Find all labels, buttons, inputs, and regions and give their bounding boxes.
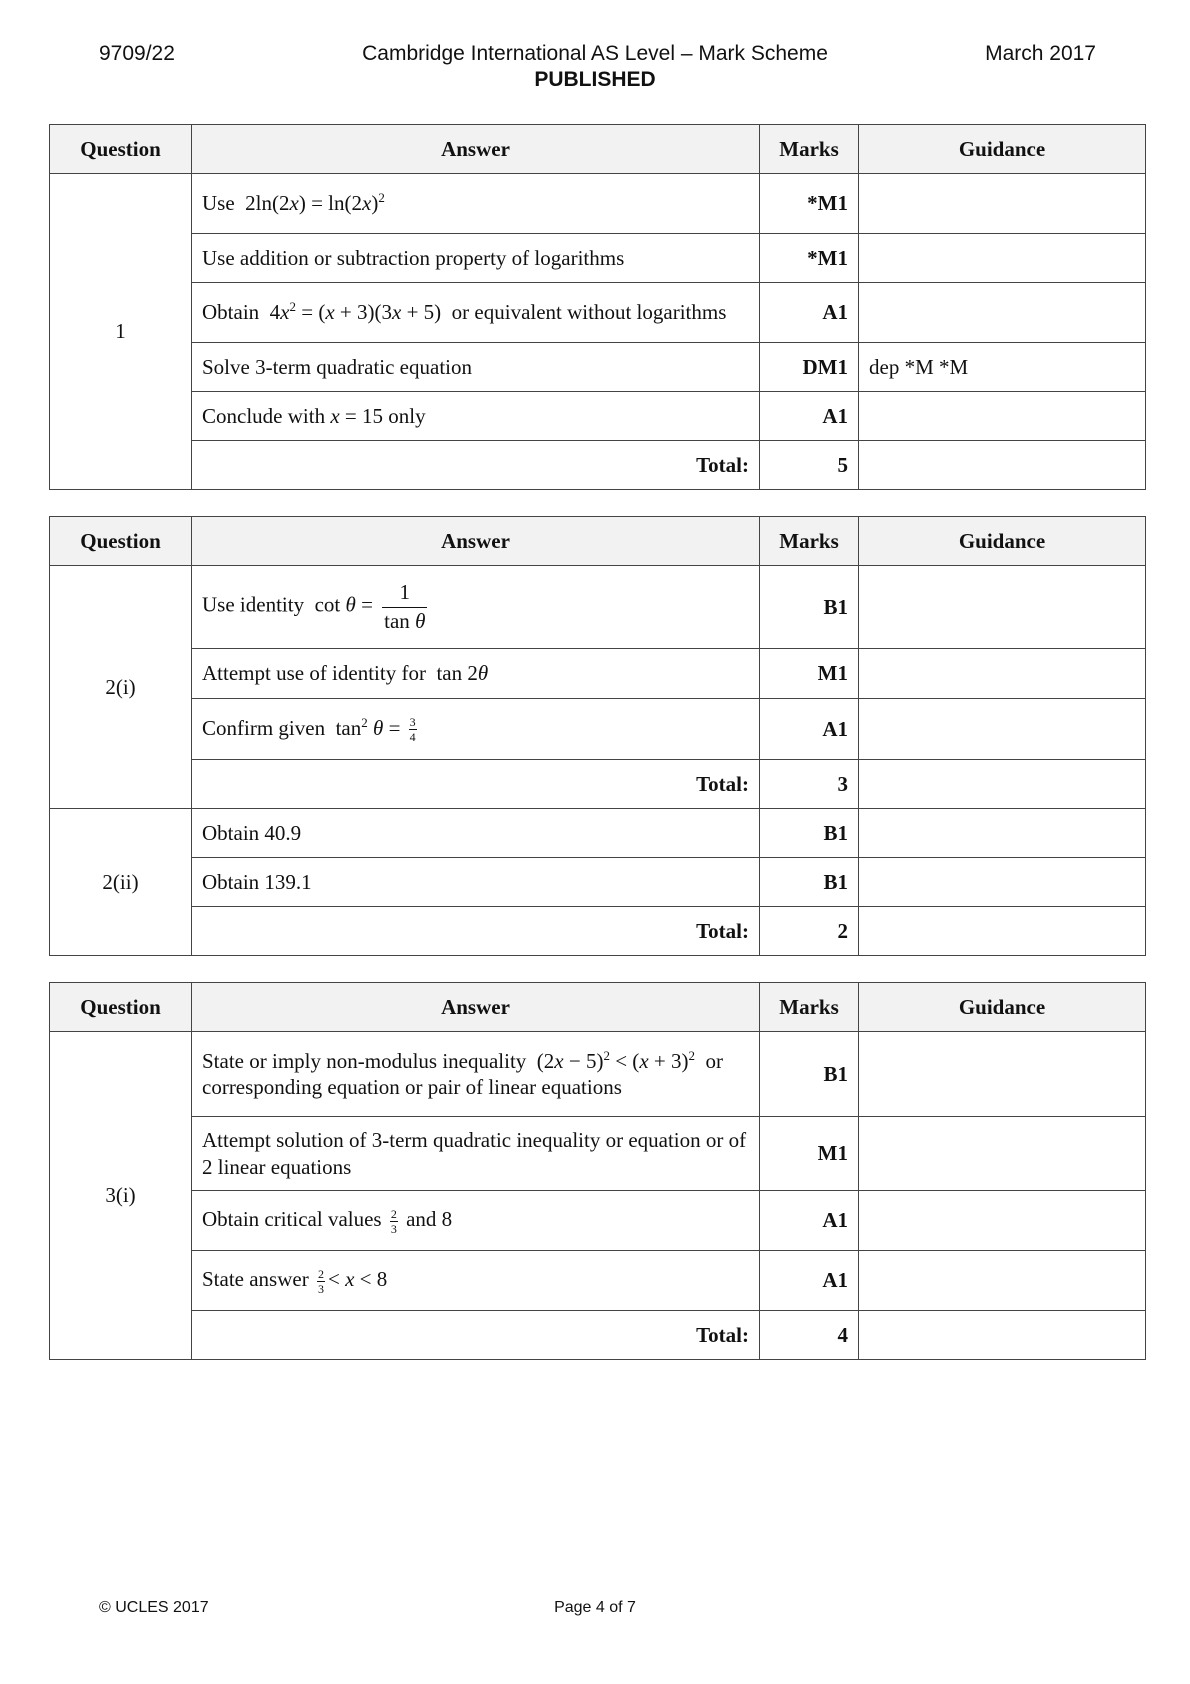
answer-cell: Solve 3-term quadratic equation [192, 343, 760, 392]
answer-cell: Obtain critical values $\frac{2}{3}$ and 8 [192, 1191, 760, 1251]
column-header-guidance: Guidance [859, 125, 1146, 174]
published-label: PUBLISHED [534, 68, 656, 91]
table-row [50, 234, 1146, 283]
guidance-cell [859, 858, 1146, 907]
marks-cell: B1 [760, 1032, 859, 1117]
question-2-table [49, 516, 1146, 956]
guidance-cell [859, 234, 1146, 283]
total-marks: 3 [760, 760, 859, 809]
table-row [50, 1251, 1146, 1311]
total-label: Total: [192, 760, 760, 809]
guidance-cell: dep *M *M [859, 343, 1146, 392]
table-row [50, 1117, 1146, 1191]
answer-cell: Conclude with x = 15 only [192, 392, 760, 441]
total-row [50, 907, 1146, 956]
table-row [50, 649, 1146, 699]
column-header-marks: Marks [760, 517, 859, 566]
marks-cell: A1 [760, 1251, 859, 1311]
question-1-table [49, 124, 1146, 490]
answer-cell: Use identity cot θ = $\frac{1}{\text{tan θ}}$ [192, 566, 760, 649]
answer-cell: Obtain 139.1 [192, 858, 760, 907]
marks-cell: B1 [760, 809, 859, 858]
guidance-cell [859, 907, 1146, 956]
answer-cell: State or imply non-modulus inequality $(2x - 5)^2 < (x + 3)^2$ or corresponding equation or pair of linear equations [192, 1032, 760, 1117]
marks-cell: M1 [760, 1117, 859, 1191]
guidance-cell [859, 392, 1146, 441]
guidance-cell [859, 649, 1146, 699]
marks-cell: DM1 [760, 343, 859, 392]
guidance-cell [859, 1251, 1146, 1311]
total-label: Total: [192, 441, 760, 490]
marks-cell: A1 [760, 392, 859, 441]
marks-cell: B1 [760, 858, 859, 907]
guidance-cell [859, 1117, 1146, 1191]
answer-cell: Attempt solution of 3-term quadratic inequality or equation or of 2 linear equations [192, 1117, 760, 1191]
guidance-cell [859, 441, 1146, 490]
marks-cell: M1 [760, 649, 859, 699]
guidance-cell [859, 1032, 1146, 1117]
column-header-guidance: Guidance [859, 517, 1146, 566]
marks-cell: *M1 [760, 174, 859, 234]
answer-cell: State answer $\frac{2}{3}$ < x < 8 [192, 1251, 760, 1311]
answer-cell: Obtain 40.9 [192, 809, 760, 858]
table-row [50, 1191, 1146, 1251]
marks-cell: A1 [760, 1191, 859, 1251]
table-row [50, 343, 1146, 392]
guidance-cell [859, 760, 1146, 809]
table-row [50, 809, 1146, 858]
answer-cell: Use addition or subtraction property of logarithms [192, 234, 760, 283]
answer-cell: Use $2\ln(2x) = \ln(2x)^2$ [192, 174, 760, 234]
total-row [50, 760, 1146, 809]
column-header-guidance: Guidance [859, 983, 1146, 1032]
question-number: 3(i) [50, 1032, 192, 1360]
question-number: 1 [50, 174, 192, 490]
column-header-answer: Answer [192, 517, 760, 566]
table-row [50, 566, 1146, 649]
answer-cell: Confirm given $\tan^2 \theta$ = $\frac{3}{4}$ [192, 699, 760, 760]
question-number: 2(ii) [50, 809, 192, 956]
exam-session: March 2017 [985, 42, 1096, 65]
total-label: Total: [192, 907, 760, 956]
guidance-cell [859, 174, 1146, 234]
column-header-answer: Answer [192, 125, 760, 174]
total-marks: 4 [760, 1311, 859, 1360]
table-row [50, 699, 1146, 760]
marks-cell: A1 [760, 283, 859, 343]
exam-code: 9709/22 [99, 42, 175, 65]
marks-cell: A1 [760, 699, 859, 760]
total-marks: 5 [760, 441, 859, 490]
copyright-notice: © UCLES 2017 [99, 1599, 209, 1616]
table-row [50, 283, 1146, 343]
table-row [50, 1032, 1146, 1117]
question-3-table [49, 982, 1146, 1360]
guidance-cell [859, 1191, 1146, 1251]
answer-cell: Obtain $4x^2 = (x + 3)(3x + 5)$ or equivalent without logarithms [192, 283, 760, 343]
table-row [50, 858, 1146, 907]
column-header-question: Question [50, 983, 192, 1032]
column-header-marks: Marks [760, 125, 859, 174]
marks-cell: *M1 [760, 234, 859, 283]
column-header-question: Question [50, 517, 192, 566]
column-header-answer: Answer [192, 983, 760, 1032]
guidance-cell [859, 809, 1146, 858]
total-marks: 2 [760, 907, 859, 956]
table-row [50, 174, 1146, 234]
guidance-cell [859, 699, 1146, 760]
total-row [50, 441, 1146, 490]
total-label: Total: [192, 1311, 760, 1360]
guidance-cell [859, 566, 1146, 649]
total-row [50, 1311, 1146, 1360]
mark-scheme-title: Cambridge International AS Level – Mark Scheme [362, 42, 828, 65]
guidance-cell [859, 1311, 1146, 1360]
page-number: Page 4 of 7 [554, 1599, 636, 1616]
marks-cell: B1 [760, 566, 859, 649]
column-header-marks: Marks [760, 983, 859, 1032]
guidance-cell [859, 283, 1146, 343]
table-row [50, 392, 1146, 441]
question-number: 2(i) [50, 566, 192, 809]
column-header-question: Question [50, 125, 192, 174]
answer-cell: Attempt use of identity for tan 2θ [192, 649, 760, 699]
